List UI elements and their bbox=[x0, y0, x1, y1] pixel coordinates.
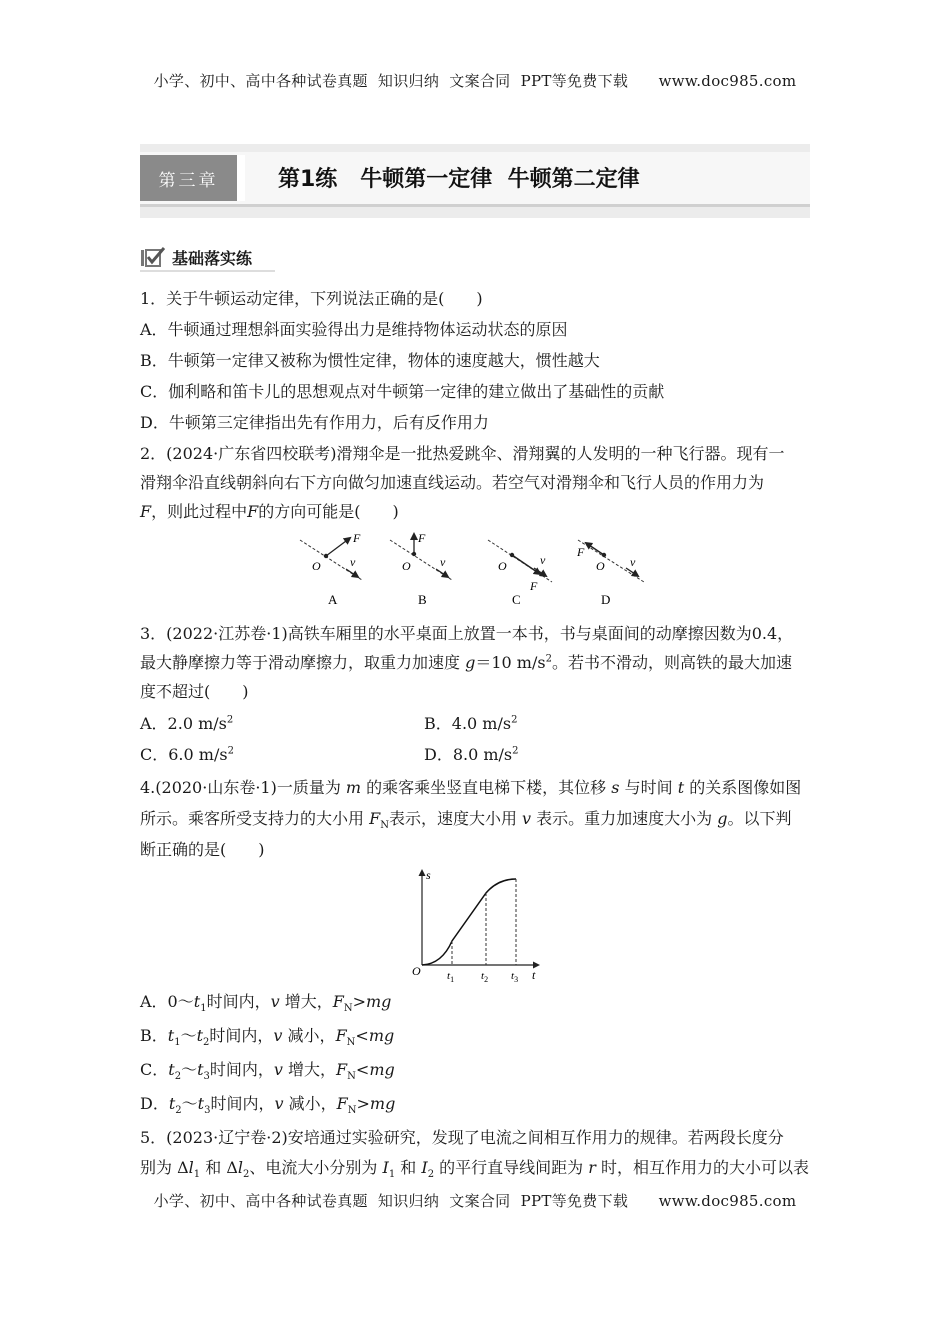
q5-text: 和 Δ bbox=[200, 1158, 238, 1177]
mass-symbol: m bbox=[345, 778, 362, 797]
force-symbol: F bbox=[335, 1026, 347, 1045]
q1-stem: 1．关于牛顿运动定律，下列说法正确的是( ) bbox=[140, 289, 483, 308]
time-symbol: t bbox=[168, 1094, 176, 1113]
option-text: D． bbox=[140, 1094, 169, 1113]
time-symbol: t bbox=[193, 992, 201, 1011]
diagram-caption-c: C bbox=[512, 592, 521, 607]
origin-label: O bbox=[498, 559, 507, 573]
section-label: 基础落实练 bbox=[172, 248, 253, 268]
origin-label: O bbox=[596, 559, 605, 573]
distance-symbol: r bbox=[588, 1158, 596, 1177]
page-footer: 小学、初中、高中各种试卷真题 知识归纳 文案合同 PPT等免费下载 www.doc985.com bbox=[153, 1192, 797, 1210]
origin-label: O bbox=[402, 559, 411, 573]
q4-text: 。以下判 bbox=[727, 809, 792, 828]
option-text: 时间内， bbox=[210, 1094, 275, 1113]
q3-line2-text: 。若书不滑动，则高铁的最大加速 bbox=[551, 653, 792, 672]
relation: > bbox=[352, 992, 366, 1011]
current-symbol: I bbox=[382, 1158, 389, 1177]
gravity-symbol: g bbox=[465, 653, 476, 672]
option-text: ～ bbox=[181, 1060, 198, 1079]
option-text: ～ bbox=[181, 1094, 198, 1113]
q5-text: 的平行直导线间距为 bbox=[434, 1158, 589, 1177]
option-text: ～ bbox=[180, 1026, 197, 1045]
option-text: 时间内， bbox=[209, 1026, 274, 1045]
option-text: 减小， bbox=[283, 1094, 337, 1113]
q4-line1 bbox=[140, 778, 812, 798]
tick-t3: $t_3$ bbox=[511, 970, 519, 983]
unit-exponent: 2 bbox=[226, 714, 234, 726]
q2-diagram-a bbox=[300, 531, 362, 607]
velocity-label: v bbox=[350, 555, 356, 569]
time-subscript: 1 bbox=[174, 1037, 181, 1049]
q3-option-c-text: C．6.0 m/s bbox=[140, 745, 228, 764]
force-symbol: F bbox=[247, 502, 259, 521]
velocity-symbol: v bbox=[273, 1026, 283, 1045]
relation: < bbox=[355, 1026, 369, 1045]
tick-t1: $t_1$ bbox=[447, 970, 455, 983]
force-symbol: F bbox=[369, 809, 381, 828]
time-symbol: t bbox=[197, 1060, 204, 1079]
q3-line3: 度不超过( ) bbox=[140, 682, 249, 701]
q2-figure bbox=[290, 530, 660, 612]
page-title: 第1练 牛顿第一定律 牛顿第二定律 bbox=[278, 167, 640, 192]
force-subscript: N bbox=[346, 1037, 356, 1049]
gravity-symbol: g bbox=[717, 809, 728, 828]
unit-exponent: 2 bbox=[227, 745, 234, 757]
length-symbol: l bbox=[237, 1158, 244, 1177]
time-symbol: t bbox=[197, 1094, 205, 1113]
q4-text: 4.(2020·山东卷·1)一质量为 bbox=[140, 778, 346, 797]
force-subscript: N bbox=[347, 1071, 356, 1083]
option-text: 减小， bbox=[282, 1026, 336, 1045]
force-symbol: F bbox=[140, 502, 152, 521]
q2-diagram-c bbox=[488, 540, 552, 607]
weight-symbol: mg bbox=[369, 1094, 396, 1113]
time-symbol: t bbox=[168, 1060, 175, 1079]
s-t-curve bbox=[422, 879, 516, 965]
option-text: 时间内， bbox=[206, 992, 271, 1011]
q3-option-a-text: A．2.0 m/s bbox=[140, 714, 227, 733]
q2-line3-text: 的方向可能是( ) bbox=[258, 502, 399, 521]
weight-symbol: mg bbox=[369, 1060, 395, 1079]
force-subscript: N bbox=[380, 820, 389, 832]
diagram-caption-b: B bbox=[418, 592, 427, 607]
q4-text: 表示，速度大小用 bbox=[388, 809, 523, 828]
q5-text: 时，相互作用力的大小可以表 bbox=[595, 1158, 810, 1177]
velocity-label: v bbox=[630, 555, 636, 569]
q2-line1: 2．(2024·广东省四校联考)滑翔伞是一批热爱跳伞、滑翔翼的人发明的一种飞行器。现有一 bbox=[140, 444, 785, 463]
velocity-symbol: v bbox=[274, 1094, 284, 1113]
time-symbol: t bbox=[196, 1026, 204, 1045]
option-text: 增大， bbox=[279, 992, 333, 1011]
q1-option-b: B．牛顿第一定律又被称为惯性定律，物体的速度越大，惯性越大 bbox=[140, 351, 600, 370]
time-subscript: 3 bbox=[204, 1105, 211, 1117]
checkmark-icon bbox=[140, 246, 166, 268]
q4-line2 bbox=[140, 809, 812, 832]
time-subscript: 2 bbox=[174, 1071, 182, 1083]
diagram-caption-a: A bbox=[328, 592, 338, 607]
origin-label: O bbox=[412, 964, 421, 978]
option-text: C． bbox=[140, 1060, 169, 1079]
weight-symbol: mg bbox=[368, 1026, 395, 1045]
time-symbol: t bbox=[167, 1026, 175, 1045]
velocity-symbol: v bbox=[522, 809, 532, 828]
q5-text: 别为 Δ bbox=[140, 1158, 189, 1177]
q3-line2-text: 最大静摩擦力等于滑动摩擦力，取重力加速度 bbox=[140, 653, 466, 672]
relation: > bbox=[356, 1094, 370, 1113]
relation: < bbox=[355, 1060, 370, 1079]
displacement-symbol: s bbox=[611, 778, 620, 797]
q4-option-c bbox=[140, 1060, 812, 1083]
time-symbol: t bbox=[677, 778, 685, 797]
length-symbol: l bbox=[188, 1158, 194, 1177]
current-subscript: 2 bbox=[427, 1169, 435, 1181]
current-subscript: 1 bbox=[388, 1169, 396, 1181]
q3-option-a bbox=[140, 714, 233, 734]
q3-line2-text: ＝10 m/s bbox=[475, 653, 546, 672]
page-header: 小学、初中、高中各种试卷真题 知识归纳 文案合同 PPT等免费下载 www.doc985.com bbox=[153, 72, 797, 90]
force-label: F bbox=[577, 545, 585, 559]
q4-text: 与时间 bbox=[619, 778, 678, 797]
origin-label: O bbox=[312, 559, 321, 573]
q3-line2 bbox=[140, 653, 812, 673]
force-symbol: F bbox=[336, 1060, 348, 1079]
force-label: F bbox=[353, 531, 361, 545]
velocity-label: v bbox=[440, 555, 446, 569]
q3-option-c bbox=[140, 745, 234, 765]
q5-line1: 5．(2023·辽宁卷·2)安培通过实验研究，发现了电流之间相互作用力的规律。若两段长度分 bbox=[140, 1128, 784, 1147]
tick-t2: $t_2$ bbox=[481, 970, 489, 983]
force-symbol: F bbox=[332, 992, 344, 1011]
time-subscript: 2 bbox=[203, 1037, 210, 1049]
weight-symbol: mg bbox=[365, 992, 392, 1011]
force-label: F bbox=[530, 579, 538, 593]
length-subscript: 1 bbox=[193, 1169, 201, 1181]
q5-line2 bbox=[140, 1158, 812, 1181]
q5-text: 和 bbox=[395, 1158, 422, 1177]
time-subscript: 2 bbox=[175, 1105, 182, 1117]
q4-text: 的乘客乘坐竖直电梯下楼，其位移 bbox=[361, 778, 612, 797]
q1-option-c: C．伽利略和笛卡儿的思想观点对牛顿第一定律的建立做出了基础性的贡献 bbox=[140, 382, 665, 401]
x-axis-label: t bbox=[532, 968, 536, 982]
force-label: F bbox=[418, 531, 426, 545]
time-subscript: 1 bbox=[200, 1003, 207, 1015]
q4-text: 所示。乘客所受支持力的大小用 bbox=[140, 809, 370, 828]
option-text: A．0～ bbox=[140, 992, 194, 1011]
q1-option-d: D．牛顿第三定律指出先有作用力，后有反作用力 bbox=[140, 413, 489, 432]
q3-option-d-text: D．8.0 m/s bbox=[424, 745, 513, 764]
time-subscript: 3 bbox=[203, 1071, 210, 1083]
q5-text: 、电流大小分别为 bbox=[249, 1158, 383, 1177]
unit-exponent: 2 bbox=[511, 714, 518, 726]
velocity-symbol: v bbox=[270, 992, 280, 1011]
current-symbol: I bbox=[421, 1158, 428, 1177]
force-subscript: N bbox=[347, 1105, 357, 1117]
unit-exponent: 2 bbox=[545, 653, 552, 665]
q1-option-a: A．牛顿通过理想斜面实验得出力是维持物体运动状态的原因 bbox=[140, 320, 568, 339]
s-t-graph bbox=[400, 865, 550, 983]
q4-option-d bbox=[140, 1094, 812, 1117]
option-text: 时间内， bbox=[209, 1060, 274, 1079]
q2-diagram-d bbox=[576, 540, 644, 607]
q4-option-b bbox=[140, 1026, 812, 1049]
q3-line1: 3．(2022·江苏卷·1)高铁车厢里的水平桌面上放置一本书，书与桌面间的动摩擦因数为0.4， bbox=[140, 624, 794, 643]
force-subscript: N bbox=[343, 1003, 353, 1015]
chapter-tab: 第三章 bbox=[140, 155, 237, 201]
q2-line3 bbox=[140, 502, 812, 522]
q4-text: 的关系图像如图 bbox=[684, 778, 802, 797]
q3-option-b-text: B．4.0 m/s bbox=[424, 714, 512, 733]
q3-option-b bbox=[424, 714, 517, 734]
q2-line3-text: ，则此过程中 bbox=[151, 502, 248, 521]
force-symbol: F bbox=[336, 1094, 348, 1113]
q4-text: 表示。重力加速度大小为 bbox=[531, 809, 718, 828]
q4-option-a bbox=[140, 992, 812, 1015]
section-heading bbox=[140, 244, 252, 270]
velocity-label: v bbox=[540, 553, 546, 567]
q3-option-d bbox=[424, 745, 519, 765]
option-text: 增大， bbox=[282, 1060, 337, 1079]
q2-diagram-b bbox=[390, 531, 452, 607]
y-axis-label: s bbox=[426, 868, 431, 882]
section-underline bbox=[140, 270, 275, 272]
length-subscript: 2 bbox=[243, 1169, 250, 1181]
q2-line2: 滑翔伞沿直线朝斜向右下方向做匀加速直线运动。若空气对滑翔伞和飞行人员的作用力为 bbox=[140, 473, 765, 492]
tab-divider bbox=[237, 155, 245, 201]
diagram-caption-d: D bbox=[601, 592, 611, 607]
q4-line3: 断正确的是( ) bbox=[140, 840, 265, 859]
velocity-symbol: v bbox=[273, 1060, 283, 1079]
option-text: B． bbox=[140, 1026, 168, 1045]
unit-exponent: 2 bbox=[512, 745, 519, 757]
